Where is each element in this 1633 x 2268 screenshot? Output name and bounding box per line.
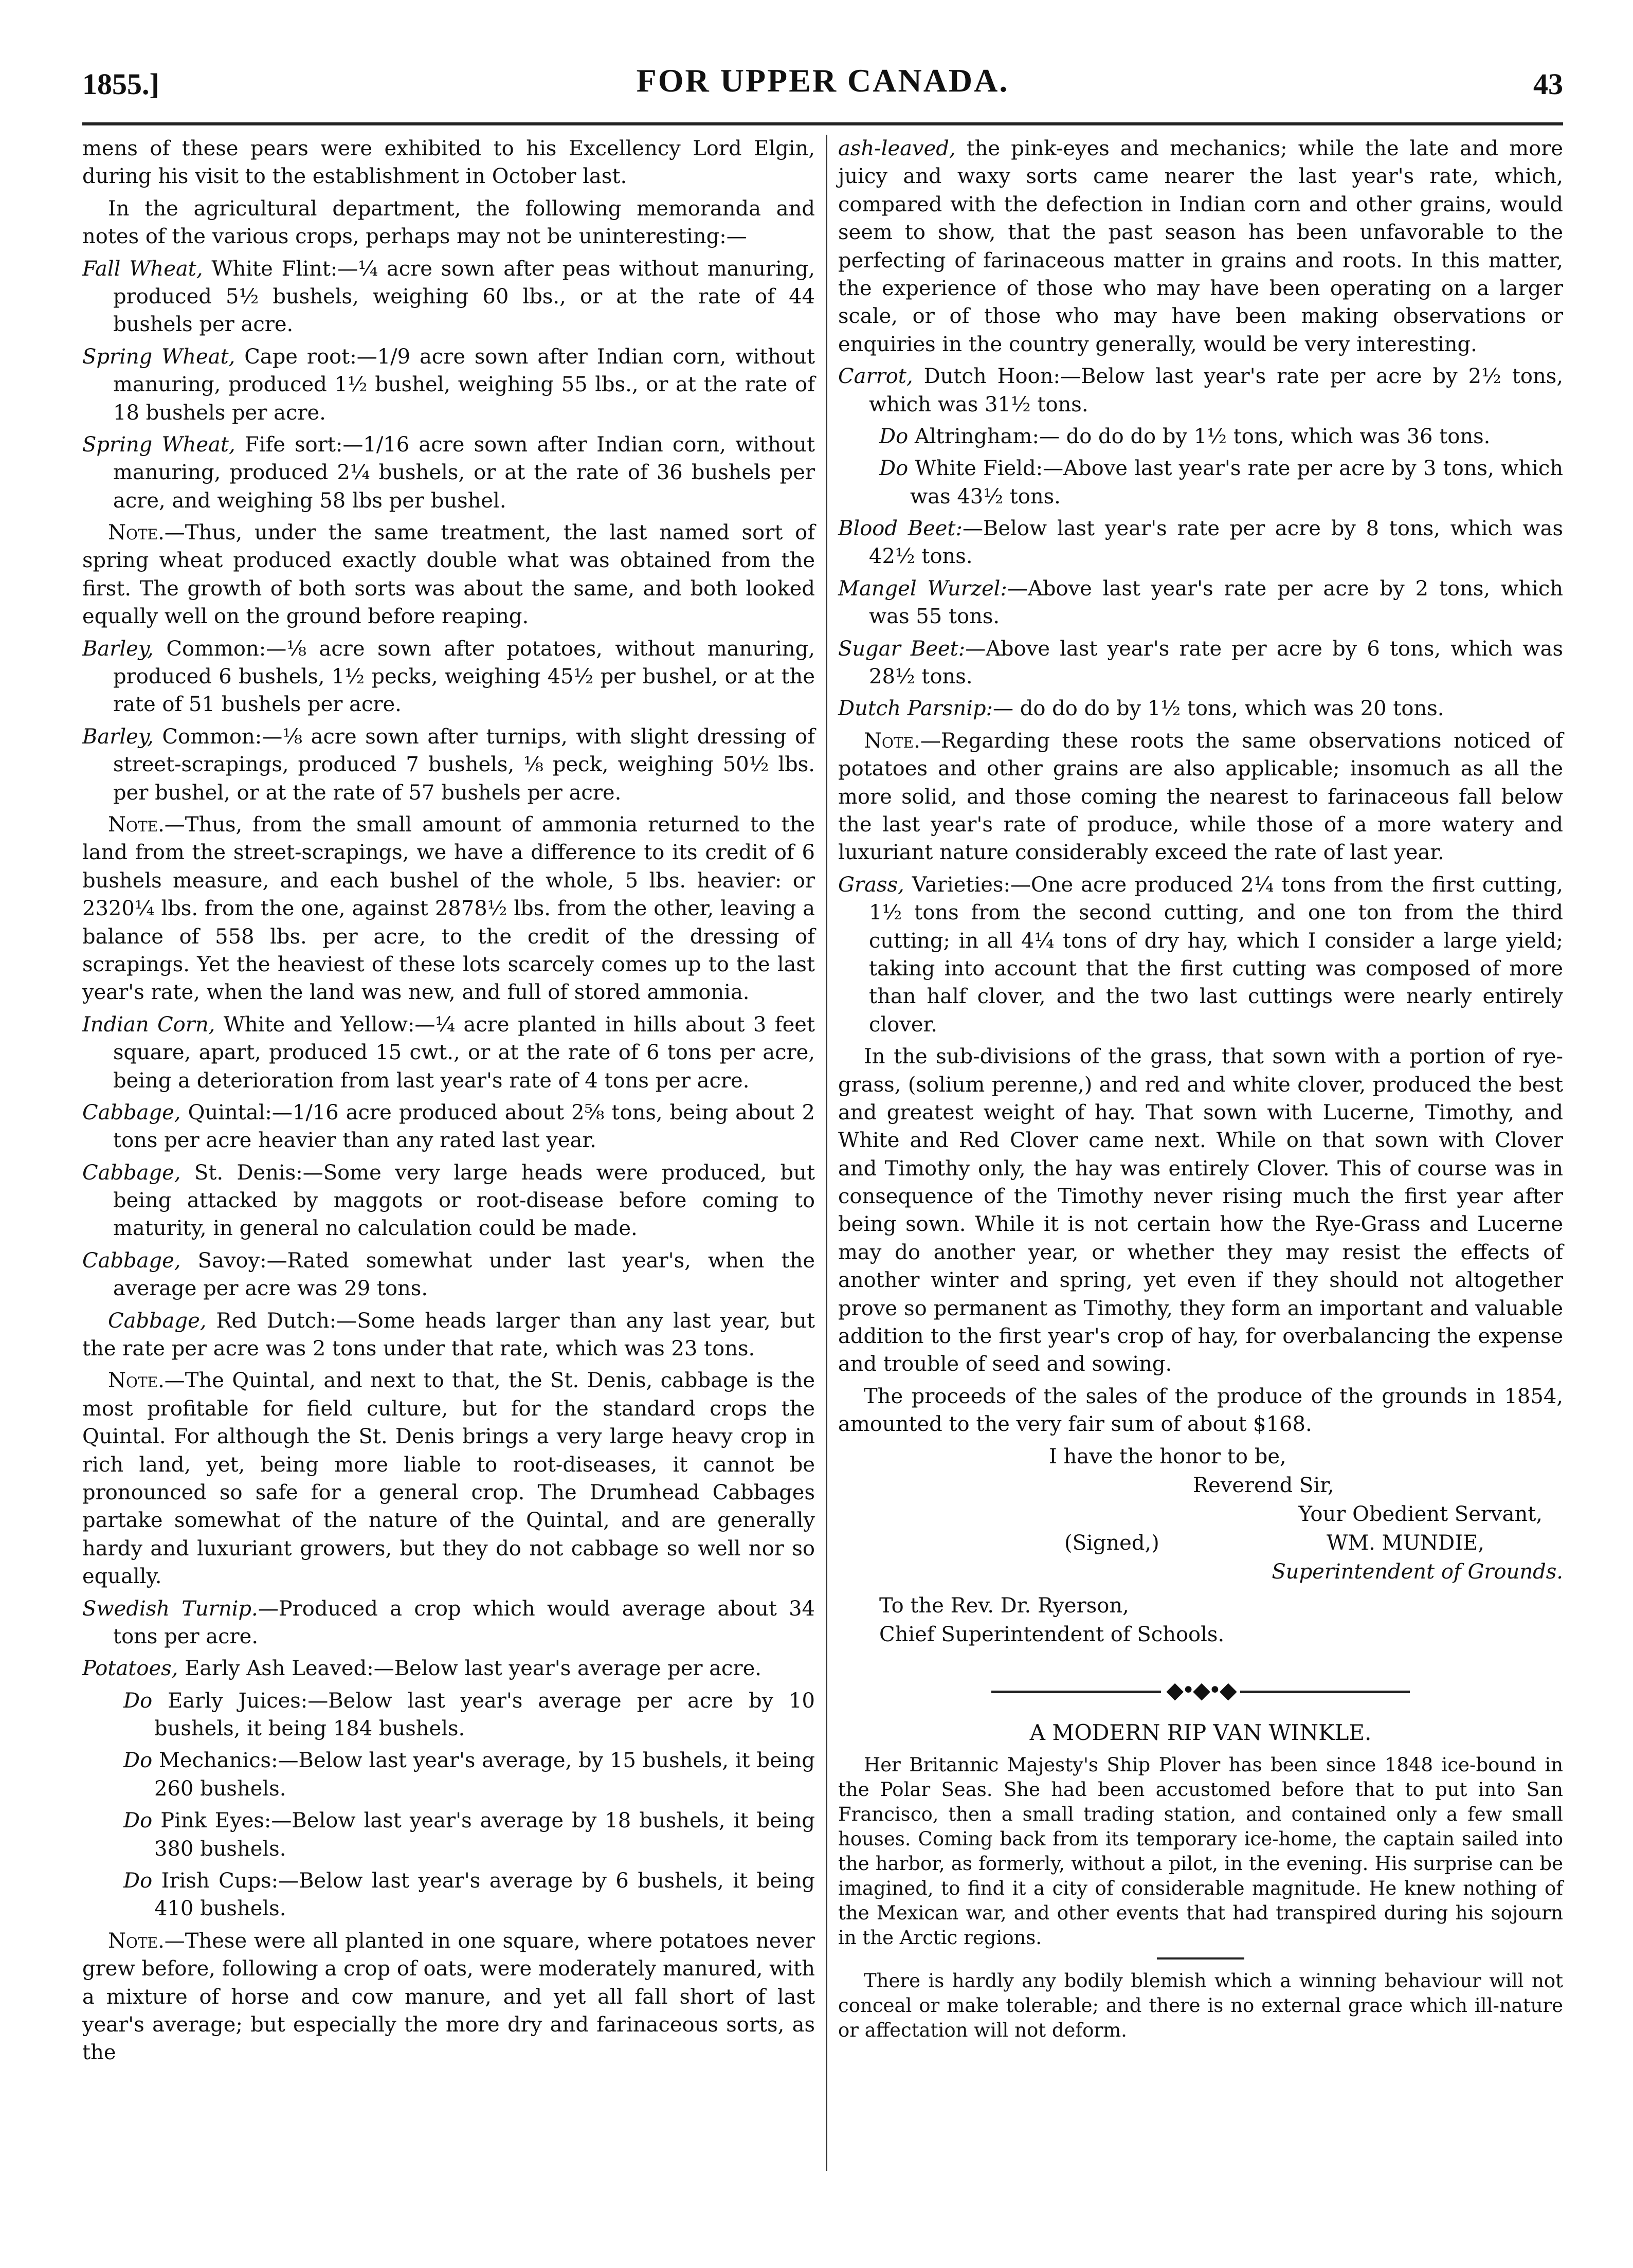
note-label: Note.	[108, 812, 165, 837]
paragraph	[82, 1595, 815, 1651]
crop-name: Cabbage,	[108, 1309, 207, 1333]
signatory-role: Superintendent of Grounds.	[1272, 1559, 1563, 1584]
paragraph	[82, 255, 815, 339]
paragraph-text: St. Denis:—Some very large heads were produced, but being attacked by maggots or root-disease before coming to maturity, in general no calculation could be made.	[113, 1160, 815, 1241]
paragraph-text: —Above last year's rate per acre by 2 tons, which was 55 tons.	[869, 576, 1563, 629]
paragraph	[82, 1307, 815, 1363]
paragraph-text: Common:—⅛ acre sown after potatoes, without manuring, produced 6 bushels, 1½ pecks, weighing 45½ per bushel, or at the rate of 51 bushels per acre.	[113, 637, 815, 717]
paragraph	[838, 455, 1563, 511]
paragraph-text: mens of these pears were exhibited to his Excellency Lord Elgin, during his visit to the establishment in October last.	[82, 137, 815, 189]
crop-name: Indian Corn,	[82, 1012, 215, 1037]
crop-name: Carrot,	[838, 365, 913, 389]
paragraph-text: —Below last year's rate per acre by 8 tons, which was 42½ tons.	[869, 517, 1563, 569]
paragraph-text: —Thus, under the same treatment, the last named sort of spring wheat produced exactly double what was obtained from the first. The growth of both sorts was about the same, and both looked equally well on the ground before reaping.	[82, 521, 815, 629]
crop-name: Do	[123, 1869, 153, 1893]
paragraph	[82, 343, 815, 427]
paragraph	[82, 811, 815, 1007]
article-title: A MODERN RIP VAN WINKLE.	[1029, 1720, 1372, 1746]
crop-name: Swedish Turnip.	[82, 1596, 258, 1621]
page-header	[82, 57, 1563, 113]
crop-name: Fall Wheat,	[82, 257, 203, 281]
paragraph-text: Dutch Hoon:—Below last year's rate per acre by 2½ tons, which was 31½ tons.	[869, 365, 1563, 416]
left-column	[82, 135, 815, 2071]
crop-name: Spring Wheat,	[82, 344, 235, 369]
crop-name: Cabbage,	[82, 1100, 181, 1124]
crop-name: Barley,	[82, 637, 154, 661]
paragraph	[838, 423, 1563, 450]
crop-name: Do	[879, 457, 909, 481]
crop-name: Spring Wheat,	[82, 432, 235, 457]
paragraph-text: Altringham:— do do do by 1½ tons, which was 36 tons.	[908, 424, 1491, 448]
paragraph	[838, 1043, 1563, 1378]
crop-name: Cabbage,	[82, 1160, 181, 1185]
paragraph	[838, 695, 1563, 722]
right-column	[838, 135, 1563, 2047]
paragraph-text: Varieties:—One acre produced 2¼ tons from the first cutting, 1½ tons from the second cutting, and one ton from the third cutting; in all 4¼ tons of dry hay, which I consider a large yield; taking into account that the first cutting was composed of more than half clover, and the two last cuttings were nearly entirely clover.	[869, 873, 1563, 1037]
paragraph	[82, 1099, 815, 1155]
addressee-title: Chief Superintendent of Schools.	[879, 1622, 1225, 1646]
paragraph	[82, 519, 815, 631]
paragraph	[838, 635, 1563, 691]
crop-name: Blood Beet:	[838, 517, 963, 541]
crop-name: Grass,	[838, 873, 904, 897]
paragraph-text: Irish Cups:—Below last year's average by 6 bushels, it being 410 bushels.	[152, 1869, 815, 1921]
paragraph	[82, 635, 815, 719]
paragraph-text: —Regarding these roots the same observations noticed of potatoes and other grains are also applicable; insomuch as all the more solid, and those coming the nearest to farinaceous fall below the last year's rate of produce, while those of a more watery and luxuriant nature considerably exceed the rate of last year.	[838, 729, 1563, 865]
paragraph-text: Fife sort:—1/16 acre sown after Indian corn, without manuring, produced 2¼ bushels, or at the rate of 36 bushels per acre, and weighing 58 lbs per bushel.	[113, 432, 815, 513]
right-column-paragraphs	[838, 135, 1563, 1439]
aphorism: There is hardly any bodily blemish which a winning behaviour will not conceal or make tolerable; and there is no external grace which ill-nature or affectation will not deform.	[838, 1970, 1563, 2042]
paragraph-text: Early Juices:—Below last year's average per acre by 10 bushels, it being 184 bushels.	[152, 1689, 815, 1741]
paragraph	[82, 1747, 815, 1803]
paragraph-text: Mechanics:—Below last year's average, by 15 bushels, it being 260 bushels.	[152, 1749, 815, 1801]
note-label: Note.	[864, 729, 920, 753]
header-date: 1855.]	[82, 67, 159, 101]
crop-name: Sugar Beet:	[838, 637, 966, 661]
addressee: To the Rev. Dr. Ryerson,	[879, 1593, 1129, 1618]
paragraph	[82, 431, 815, 515]
paragraph	[82, 1011, 815, 1095]
crop-name: Do	[879, 424, 909, 448]
signatory-name: WM. MUNDIE,	[1327, 1531, 1484, 1555]
paragraph-text: Red Dutch:—Some heads larger than any last year, but the rate per acre was 2 tons under that rate, which was 23 tons.	[82, 1309, 815, 1361]
paragraph-text: —These were all planted in one square, where potatoes never grew before, following a crop of oats, were moderately manured, with a mixture of horse and cow manure, and yet all fall short of last year's average; but especially the more dry and farinaceous sorts, as the	[82, 1929, 815, 2065]
closing-servant: Your Obedient Servant,	[1298, 1502, 1543, 1526]
paragraph-text: —The Quintal, and next to that, the St. Denis, cabbage is the most profitable for field culture, but for the standard crops the Quintal. For although the St. Denis brings a very large heavy crop in rich land, yet, being more liable to root-diseases, it cannot be pronounced so safe for a general crop. The Drumhead Cabbages partake somewhat of the nature of the Quintal, and are generally hardy and luxuriant growers, but they do not cabbage so well nor so equally.	[82, 1369, 815, 1589]
salutation: Reverend Sir,	[1193, 1473, 1334, 1497]
column-divider	[826, 135, 827, 2171]
paragraph	[82, 1159, 815, 1243]
paragraph	[82, 1927, 815, 2067]
paragraph-text: White and Yellow:—¼ acre planted in hills about 3 feet square, apart, produced 15 cwt., or at the rate of 6 tons per acre, being a deterioration from last year's rate of 4 tons per acre.	[113, 1012, 815, 1093]
note-label: Note.	[108, 1929, 165, 1953]
paragraph	[82, 723, 815, 807]
paragraph	[82, 1655, 815, 1682]
crop-name: Dutch Parsnip:	[838, 697, 993, 721]
closing-line: I have the honor to be,	[1049, 1444, 1286, 1468]
header-title: FOR UPPER CANADA.	[636, 62, 1009, 99]
paragraph	[82, 1807, 815, 1863]
paragraph-text: White Flint:—¼ acre sown after peas without manuring, produced 5½ bushels, weighing 60 lbs., or at the rate of 44 bushels per acre.	[113, 257, 815, 337]
paragraph-text: Savoy:—Rated somewhat under last year's, when the average per acre was 29 tons.	[113, 1248, 815, 1301]
article-body: Her Britannic Majesty's Ship Plover has been since 1848 ice-bound in the Polar Seas. She had been accustomed before that to put into San Francisco, then a small trading station, and contained only a few small houses. Coming back from its temporary ice-home, the captain sailed into the harbor, as formerly, without a pilot, in the evening. His surprise can be imagined, to find it a city of considerable magnitude. He knew nothing of the Mexican war, and other events that had transpired during his sojourn in the Arctic regions.	[838, 1753, 1563, 1949]
paragraph-text: Quintal:—1/16 acre produced about 2⅝ tons, being about 2 tons per acre heavier than any rated last year.	[113, 1100, 815, 1153]
letter-closing	[838, 1443, 1563, 1649]
paragraph	[838, 135, 1563, 358]
paragraph-text: Common:—⅛ acre sown after turnips, with slight dressing of street-scrapings, produced 7 bushels, ⅛ peck, weighing 50½ lbs. per bushel, or at the rate of 57 bushels per acre.	[113, 724, 815, 805]
paragraph	[838, 575, 1563, 631]
paragraph-text: White Field:—Above last year's rate per acre by 3 tons, which was 43½ tons.	[908, 457, 1563, 509]
paragraph	[82, 195, 815, 251]
page-number: 43	[1533, 67, 1563, 101]
paragraph	[838, 515, 1563, 571]
paragraph	[838, 362, 1563, 419]
paragraph-text: — do do do by 1½ tons, which was 20 tons.	[993, 697, 1444, 721]
paragraph-text: —Above last year's rate per acre by 6 tons, which was 28½ tons.	[869, 637, 1563, 689]
note-label: Note.	[108, 1369, 165, 1393]
paragraph-text: The proceeds of the sales of the produce of the grounds in 1854, amounted to the very fair sum of about $168.	[838, 1384, 1563, 1437]
crop-name: Do	[123, 1689, 153, 1713]
crop-name: ash-leaved,	[838, 137, 956, 160]
crop-name: Cabbage,	[82, 1248, 181, 1273]
paragraph	[82, 1367, 815, 1590]
crop-name: Do	[123, 1809, 153, 1833]
paragraph	[82, 1687, 815, 1743]
note-label: Note.	[108, 521, 165, 545]
paragraph	[838, 727, 1563, 867]
signed-label: (Signed,)	[1064, 1531, 1159, 1555]
paragraph	[838, 1383, 1563, 1439]
crop-name: Barley,	[82, 724, 154, 749]
header-rule	[82, 122, 1563, 125]
paragraph-text: Cape root:—1/9 acre sown after Indian corn, without manuring, produced 1½ bushel, weighing 55 lbs., or at the rate of 18 bushels per acre.	[113, 344, 815, 425]
crop-name: Mangel Wurzel:	[838, 576, 1007, 601]
crop-name: Do	[123, 1749, 153, 1773]
paragraph-text: Pink Eyes:—Below last year's average by 18 bushels, it being 380 bushels.	[152, 1809, 815, 1861]
paragraph-text: Early Ash Leaved:—Below last year's average per acre.	[178, 1657, 761, 1681]
paragraph-text: In the sub-divisions of the grass, that sown with a portion of rye-grass, (solium perenne,) and red and white clover, produced the best and greatest weight of hay. That sown with Lucerne, Timothy, and White and Red Clover came next. While on that sown with Clover and Timothy only, the hay was entirely Clover. This of course was in consequence of the Timothy never rising much the first year after being sown. While it is not certain how the Rye-Grass and Lucerne may do another year, or whether they may resist the effects of another winter and spring, yet even if they should not altogether prove so permanent as Timothy, they form an important and valuable addition to the first year's crop of hay, for overbalancing the expense and trouble of seed and sowing.	[838, 1045, 1563, 1376]
crop-name: Potatoes,	[82, 1657, 178, 1681]
paragraph	[82, 135, 815, 191]
paragraph	[82, 1867, 815, 1923]
ornamental-divider: ◆•◆•◆	[838, 1675, 1563, 1706]
paragraph-text: —Produced a crop which would average about 34 tons per acre.	[113, 1596, 815, 1648]
paragraph	[838, 871, 1563, 1039]
paragraph-text: In the agricultural department, the following memoranda and notes of the various crops, perhaps may not be uninteresting:—	[82, 196, 815, 249]
paragraph-text: the pink-eyes and mechanics; while the late and more juicy and waxy sorts came nearer the last year's rate, which, compared with the defection in Indian corn and other grains, would seem to show, that the past season has been unfavorable to the perfecting of farinaceous matter in grains and roots. In this matter, the experience of those who may have been operating on a larger scale, or of those who may have been making observations or enquiries in the country generally, would be very interesting.	[838, 137, 1563, 356]
paragraph-text: —Thus, from the small amount of ammonia returned to the land from the street-scrapings, we have a difference to its credit of 6 bushels measure, and each bushel of the whole, 5 lbs. heavier: or 2320¼ lbs. from the one, against 2878½ lbs. from the other, leaving a balance of 558 lbs. per acre, to the credit of the dressing of scrapings. Yet the heaviest of these lots scarcely comes up to the last year's rate, when the land was new, and full of stored ammonia.	[82, 812, 815, 1005]
paragraph	[82, 1247, 815, 1303]
article-rule	[1157, 1957, 1244, 1959]
